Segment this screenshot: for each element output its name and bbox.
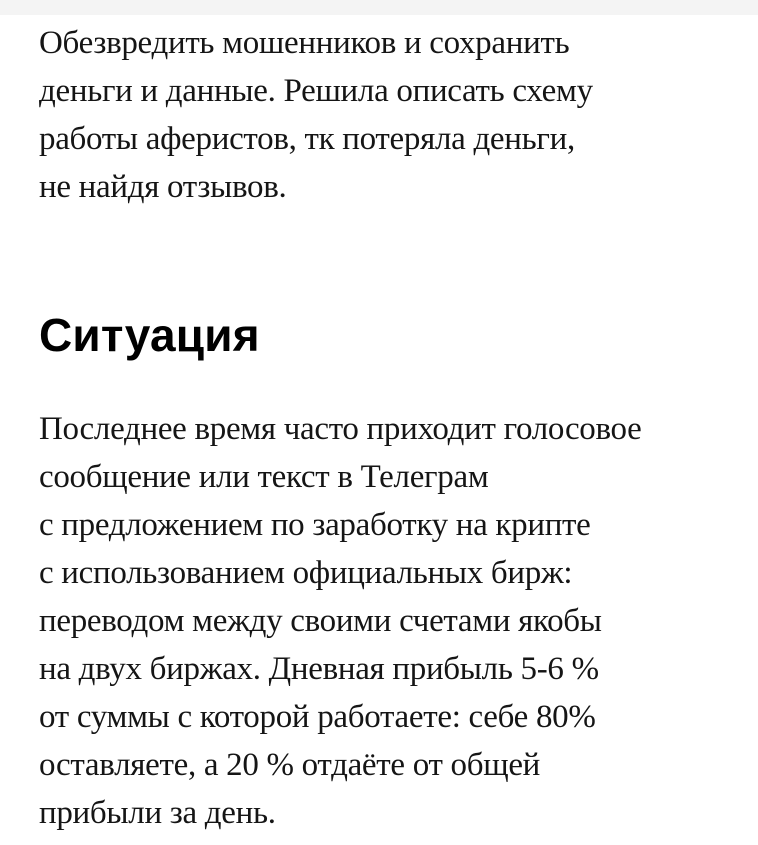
paragraph-line: работы аферистов, тк потеряла деньги, <box>39 121 575 157</box>
article-body <box>39 19 729 831</box>
paragraph-line: переводом между своими счетами якобы <box>39 603 602 639</box>
paragraph-line: с предложением по заработку на крипте <box>39 507 591 543</box>
paragraph-line: Обезвредить мошенников и сохранить <box>39 25 570 61</box>
paragraph-line: с использованием официальных бирж: <box>39 555 573 591</box>
paragraph-line: прибыли за день. <box>39 795 276 831</box>
paragraph-line: оставляете, а 20 % отдаёте от общей <box>39 747 541 783</box>
paragraph-line: не найдя отзывов. <box>39 169 287 205</box>
paragraph-line: Последнее время часто приходит голосовое <box>39 411 642 447</box>
paragraph-line: деньги и данные. Решила описать схему <box>39 73 593 109</box>
section-paragraph <box>39 405 642 837</box>
section-heading: Ситуация <box>39 309 260 361</box>
paragraph-line: на двух биржах. Дневная прибыль 5-6 % <box>39 651 599 687</box>
intro-paragraph <box>39 19 729 211</box>
top-bar <box>0 0 758 15</box>
paragraph-line: сообщение или текст в Телеграм <box>39 459 489 495</box>
paragraph-line: от суммы с которой работаете: себе 80% <box>39 699 596 735</box>
